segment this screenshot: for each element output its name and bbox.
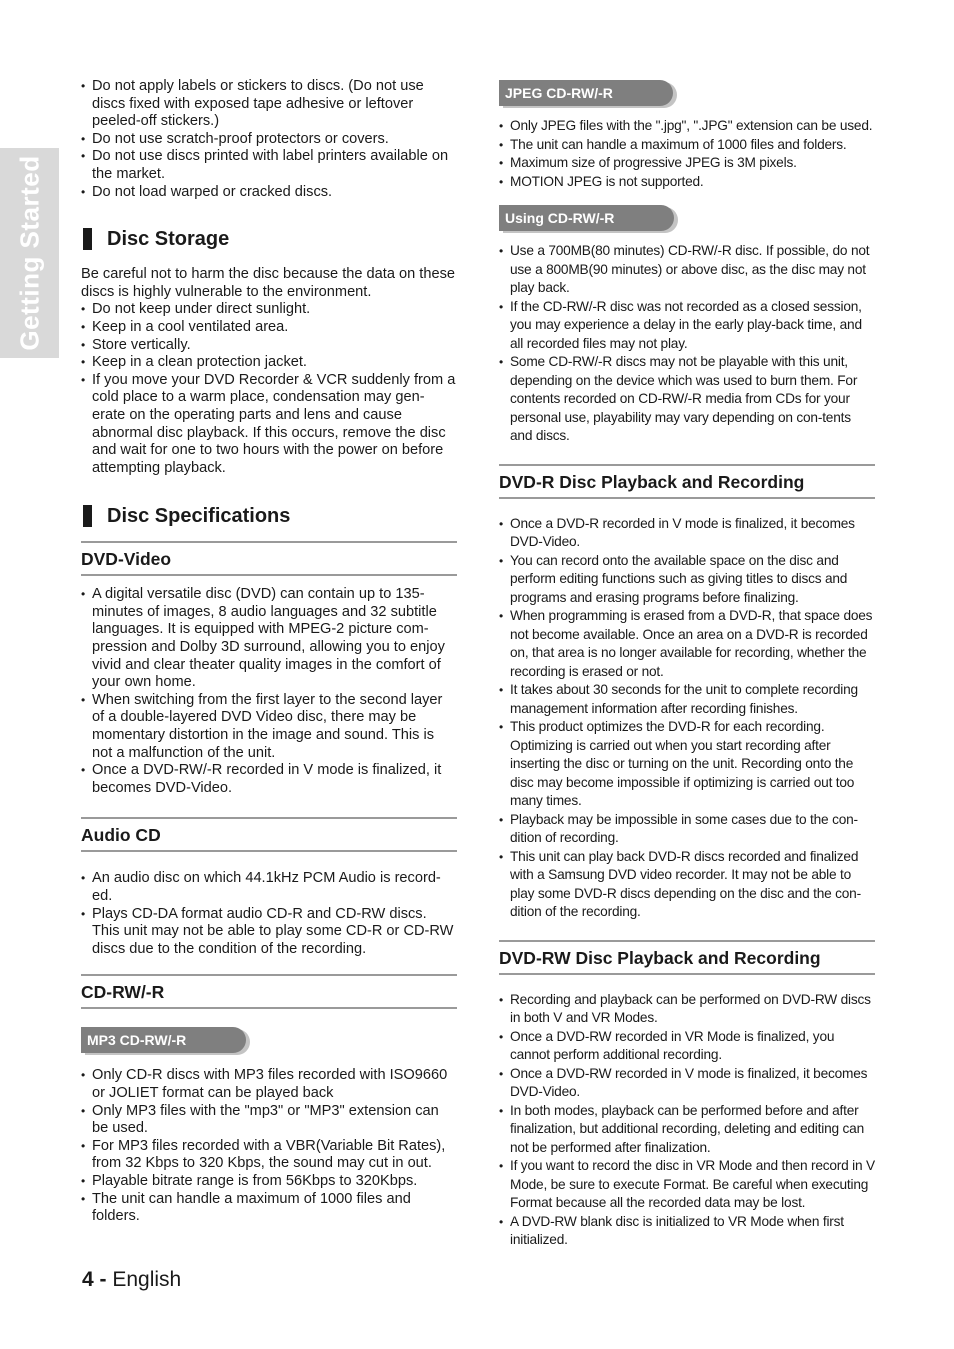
list-item: • A digital versatile disc (DVD) can contain up to 135-minutes of images, 8 audio languages and 32 subtitle languages. It is equipped with MPEG-2 picture com-pression and Dolby 3D surround, allowing you to enjoy vivid and clear theater quality images in the comfort of your own home. <box>81 586 457 692</box>
jpeg-label-wrap <box>499 80 875 106</box>
list-item: • Do not use discs printed with label printers available on the market. <box>81 148 457 183</box>
list-item: • When switching from the first layer to the second layer of a double-layered DVD Video disc, there may be momentary distortion in the image and sound. This is not a malfunction of the unit. <box>81 692 457 762</box>
dvd-video-list <box>81 586 457 797</box>
side-section-tab <box>0 148 59 358</box>
list-item: • Store vertically. <box>81 337 457 355</box>
list-item: • A DVD-RW blank disc is initialized to VR Mode when first initialized. <box>499 1213 875 1250</box>
left-column <box>81 78 457 1226</box>
list-item: • Keep in a clean protection jacket. <box>81 354 457 372</box>
jpeg-cd-rw-r-label: JPEG CD-RW/-R <box>499 80 673 106</box>
list-item: • If you want to record the disc in VR Mode and then record in V Mode, be sure to execute Format. Be careful when executing Format because all the recorded data may be lost. <box>499 1157 875 1213</box>
dvd-rw-heading: DVD-RW Disc Playback and Recording <box>499 940 875 975</box>
audio-cd-list <box>81 870 457 958</box>
list-item: • If you move your DVD Recorder & VCR suddenly from a cold place to a warm place, condensation may gen-erate on the operating parts and lens and cause abnormal disc playback. If this occurs, remove the disc and wait for one to two hours with the power on before attempting playback. <box>81 372 457 478</box>
using-list <box>499 242 875 446</box>
page-footer <box>82 1268 181 1292</box>
list-item: • Keep in a cool ventilated area. <box>81 319 457 337</box>
list-item: • Once a DVD-RW/-R recorded in V mode is finalized, it becomes DVD-Video. <box>81 762 457 797</box>
list-item: • If the CD-RW/-R disc was not recorded as a closed session, you may experience a delay in the early play-back time, and all recorded files may not play. <box>499 298 875 354</box>
page-number: 4 - <box>82 1268 107 1291</box>
dvd-r-list <box>499 515 875 922</box>
mp3-cd-rw-r-label: MP3 CD-RW/-R <box>81 1027 246 1053</box>
list-item: • An audio disc on which 44.1kHz PCM Audio is record-ed. <box>81 870 457 905</box>
cd-rw-r-heading: CD-RW/-R <box>81 974 457 1009</box>
dvd-video-heading: DVD-Video <box>81 541 457 576</box>
side-tab-label: Getting Started <box>14 155 45 351</box>
disc-storage-intro: Be careful not to harm the disc because the data on these discs is highly vulnerable to the environment. <box>81 266 456 300</box>
mp3-label-wrap <box>81 1027 457 1053</box>
list-item: • Recording and playback can be performed on DVD-RW discs in both V and VR Modes. <box>499 991 875 1028</box>
list-item: • Maximum size of progressive JPEG is 3M pixels. <box>499 154 875 173</box>
dvd-rw-list <box>499 991 875 1250</box>
intro-list <box>81 78 457 201</box>
list-item: • Use a 700MB(80 minutes) CD-RW/-R disc. If possible, do not use a 800MB(90 minutes) or above disc, as the disc may not play back. <box>499 242 875 298</box>
list-item: • Only MP3 files with the "mp3" or "MP3" extension can be used. <box>81 1103 457 1138</box>
list-item: • Plays CD-DA format audio CD-R and CD-RW discs. This unit may not be able to play some CD-R or CD-RW discs due to the condition of the recording. <box>81 906 457 959</box>
using-cd-rw-r-label: Using CD-RW/-R <box>499 205 674 231</box>
audio-cd-heading: Audio CD <box>81 817 457 852</box>
list-item: • Only CD-R discs with MP3 files recorded with ISO9660 or JOLIET format can be played back <box>81 1067 457 1102</box>
language-label: English <box>112 1268 182 1291</box>
list-item: • It takes about 30 seconds for the unit to complete recording management information after recording finishes. <box>499 681 875 718</box>
right-column <box>499 78 875 1250</box>
list-item: • Once a DVD-R recorded in V mode is finalized, it becomes DVD-Video. <box>499 515 875 552</box>
mp3-list <box>81 1067 457 1225</box>
list-item: • Playback may be impossible in some cases due to the con-dition of recording. <box>499 811 875 848</box>
list-item: • You can record onto the available space on the disc and perform editing functions such as giving titles to discs and programs and erasing programs before finalizing. <box>499 552 875 608</box>
list-item: • Do not load warped or cracked discs. <box>81 184 457 202</box>
list-item: • Do not apply labels or stickers to discs. (Do not use discs fixed with exposed tape adhesive or leftover peeled-off stickers.) <box>81 78 457 131</box>
list-item: • The unit can handle a maximum of 1000 files and folders. <box>81 1191 457 1226</box>
list-item: • The unit can handle a maximum of 1000 files and folders. <box>499 136 875 155</box>
list-item: • Playable bitrate range is from 56Kbps to 320Kbps. <box>81 1173 457 1191</box>
dvd-r-heading: DVD-R Disc Playback and Recording <box>499 464 875 499</box>
list-item: • This unit can play back DVD-R discs recorded and finalized with a Samsung DVD video recorder. It may not be able to play some DVD-R discs depending on the disc and the con-dition of the recording. <box>499 848 875 922</box>
jpeg-list <box>499 117 875 191</box>
list-item: • In both modes, playback can be performed before and after finalization, but additional recording, deleting and editing can not be performed after finalization. <box>499 1102 875 1158</box>
list-item: • When programming is erased from a DVD-R, that space does not become available. Once an area on a DVD-R is recorded on, that area is no longer available for recording, whether the recording is erased or not. <box>499 607 875 681</box>
list-item: • Do not use scratch-proof protectors or covers. <box>81 131 457 149</box>
list-item: • Only JPEG files with the ".jpg", ".JPG" extension can be used. <box>499 117 875 136</box>
list-item: • This product optimizes the DVD-R for each recording. Optimizing is carried out when you start recording after inserting the disc or turning on the unit. Recording onto the disc may become impossible if optimizing is carried out too many times. <box>499 718 875 811</box>
disc-storage-heading: Disc Storage <box>81 226 457 252</box>
list-item: • Do not keep under direct sunlight. <box>81 301 457 319</box>
list-item: • Some CD-RW/-R discs may not be playable with this unit, depending on the device which was used to burn them. For contents recorded on CD-RW/-R media from CDs for your personal use, playability may vary depending on con-tents and discs. <box>499 353 875 446</box>
list-item: • For MP3 files recorded with a VBR(Variable Bit Rates), from 32 Kbps to 320 Kbps, the sound may cut in out. <box>81 1138 457 1173</box>
list-item: • MOTION JPEG is not supported. <box>499 173 875 192</box>
disc-specifications-heading: Disc Specifications <box>81 503 457 529</box>
list-item: • Once a DVD-RW recorded in V mode is finalized, it becomes DVD-Video. <box>499 1065 875 1102</box>
using-label-wrap <box>499 205 875 231</box>
disc-storage-list <box>81 301 457 477</box>
list-item: • Once a DVD-RW recorded in VR Mode is finalized, you cannot perform additional recording. <box>499 1028 875 1065</box>
